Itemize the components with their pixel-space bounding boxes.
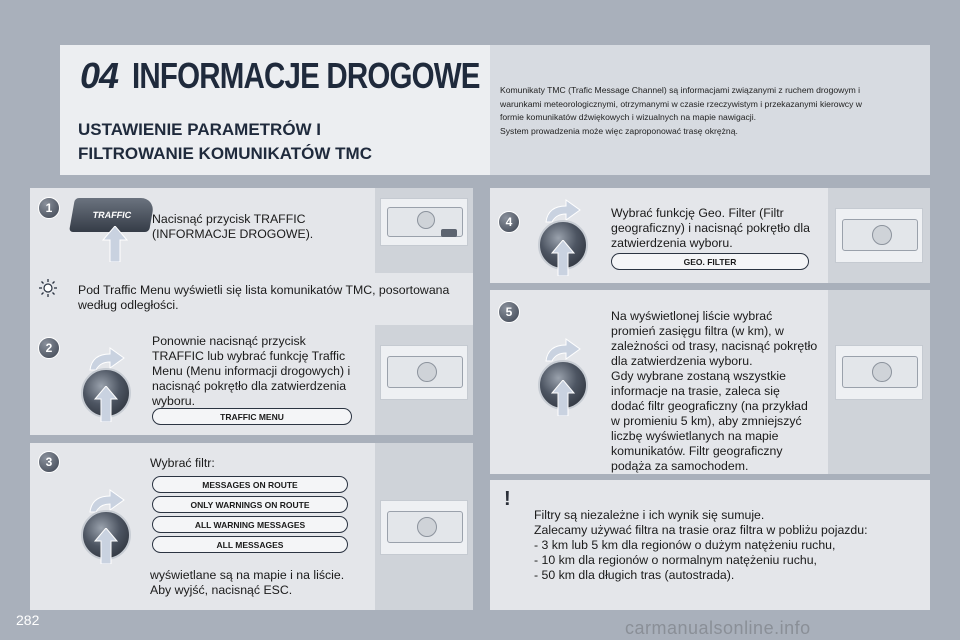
text-line: Na wyświetlonej liście wybrać — [611, 309, 773, 323]
step-badge-4: 4 — [498, 211, 520, 233]
press-arrow-icon — [93, 386, 119, 422]
text-line: Ponownie nacisnąć przycisk — [152, 334, 306, 348]
chapter-number: 04 — [80, 55, 119, 96]
text-line: wyświetlane są na mapie i na liście. — [150, 568, 345, 582]
intro-text — [500, 84, 920, 138]
text-line: promień zasięgu filtra (w km), w — [611, 324, 784, 338]
subtitle-line: FILTROWANIE KOMUNIKATÓW TMC — [78, 144, 372, 163]
chapter-title: INFORMACJE DROGOWE — [132, 55, 480, 96]
step-3-intro: Wybrać filtr: — [150, 456, 215, 470]
radio-panel-image — [380, 345, 468, 400]
text-line: (INFORMACJE DROGOWE). — [152, 227, 314, 241]
radio-panel-image — [380, 500, 468, 555]
section-subtitle — [78, 118, 438, 166]
text-line: - 3 km lub 5 km dla regionów o dużym natężeniu ruchu, — [534, 538, 836, 552]
radio-panel-image — [835, 208, 923, 263]
text-line: wyboru. — [152, 394, 196, 408]
text-line: dla zatwierdzenia wyboru. — [611, 354, 753, 368]
step-badge-1: 1 — [38, 197, 60, 219]
traffic-button-icon: TRAFFIC — [69, 198, 155, 232]
text-line: komunikatów. Filtr geograficzny — [611, 444, 783, 458]
intro-line: Komunikaty TMC (Trafic Message Channel) są informacjami związanymi z ruchem drogowym i — [500, 85, 861, 95]
text-line: zależności od trasy, nacisnąć pokrętło — [611, 339, 818, 353]
page-number: 282 — [16, 612, 40, 628]
tip-text — [78, 283, 449, 313]
text-line: Wybrać funkcję Geo. Filter (Filtr — [611, 206, 784, 220]
watermark: carmanualsonline.info — [625, 618, 811, 638]
filter-option-pill: ONLY WARNINGS ON ROUTE — [152, 496, 348, 513]
text-line: nacisnąć pokrętło dla zatwierdzenia — [152, 379, 347, 393]
text-line: geograficzny) i nacisnąć pokrętło dla — [611, 221, 810, 235]
step-1-text — [152, 212, 313, 242]
menu-option-pill: GEO. FILTER — [611, 253, 809, 270]
step-4-text — [611, 206, 810, 251]
text-line: liczbę wyświetlanych na mapie — [611, 429, 779, 443]
menu-option-pill: TRAFFIC MENU — [152, 408, 352, 425]
text-line: dodać filtr geograficzny (na przykład — [611, 399, 808, 413]
sun-tip-icon — [38, 278, 58, 298]
press-arrow-icon — [550, 380, 576, 416]
text-line: według odległości. — [78, 298, 179, 312]
press-arrow-icon — [100, 226, 130, 262]
intro-line: System prowadzenia może więc zaproponować trasę okrężną. — [500, 125, 738, 136]
text-line: zatwierdzenia wyboru. — [611, 236, 733, 250]
intro-line: warunkami meteorologicznymi, otrzymanymi w czasie rzeczywistym i przekazanymi kierowcy w — [500, 98, 862, 109]
text-line: Nacisnąć przycisk TRAFFIC — [152, 212, 306, 226]
text-line: podąża za samochodem. — [611, 459, 749, 473]
text-line: Menu (Menu informacji drogowych) i — [152, 364, 351, 378]
filter-option-pill: MESSAGES ON ROUTE — [152, 476, 348, 493]
filter-option-pill: ALL WARNING MESSAGES — [152, 516, 348, 533]
step-badge-2: 2 — [38, 337, 60, 359]
text-line: TRAFFIC lub wybrać funkcję Traffic — [152, 349, 346, 363]
text-line: - 10 km dla regionów o normalnym natężeniu ruchu, — [534, 553, 817, 567]
step-5-text — [611, 309, 817, 474]
filter-option-pill: ALL MESSAGES — [152, 536, 348, 553]
note-text — [534, 508, 868, 583]
press-arrow-icon — [93, 528, 119, 564]
warning-exclamation-icon: ! — [504, 488, 511, 510]
radio-panel-image — [835, 345, 923, 400]
step-3-outro — [150, 568, 344, 598]
press-arrow-icon — [550, 240, 576, 276]
text-line: w promieniu 5 km), aby zmniejszyć — [611, 414, 802, 428]
text-line: informacje na trasie, zaleca się — [611, 384, 780, 398]
text-line: Zalecamy używać filtra na trasie oraz filtra w pobliżu pojazdu: — [534, 523, 868, 537]
step-2-text — [152, 334, 350, 409]
text-line: Pod Traffic Menu wyświetli się lista komunikatów TMC, posortowana — [78, 283, 450, 297]
step-badge-5: 5 — [498, 301, 520, 323]
text-line: - 50 km dla długich tras (autostrada). — [534, 568, 735, 582]
radio-panel-image — [380, 198, 468, 246]
subtitle-line: USTAWIENIE PARAMETRÓW I — [78, 120, 322, 139]
text-line: Gdy wybrane zostaną wszystkie — [611, 369, 786, 383]
intro-line: formie komunikatów dźwiękowych i wizualnych na mapie nawigacji. — [500, 112, 757, 122]
step-badge-3: 3 — [38, 451, 60, 473]
text-line: Aby wyjść, nacisnąć ESC. — [150, 583, 293, 597]
text-line: Filtry są niezależne i ich wynik się sumuje. — [534, 508, 765, 522]
